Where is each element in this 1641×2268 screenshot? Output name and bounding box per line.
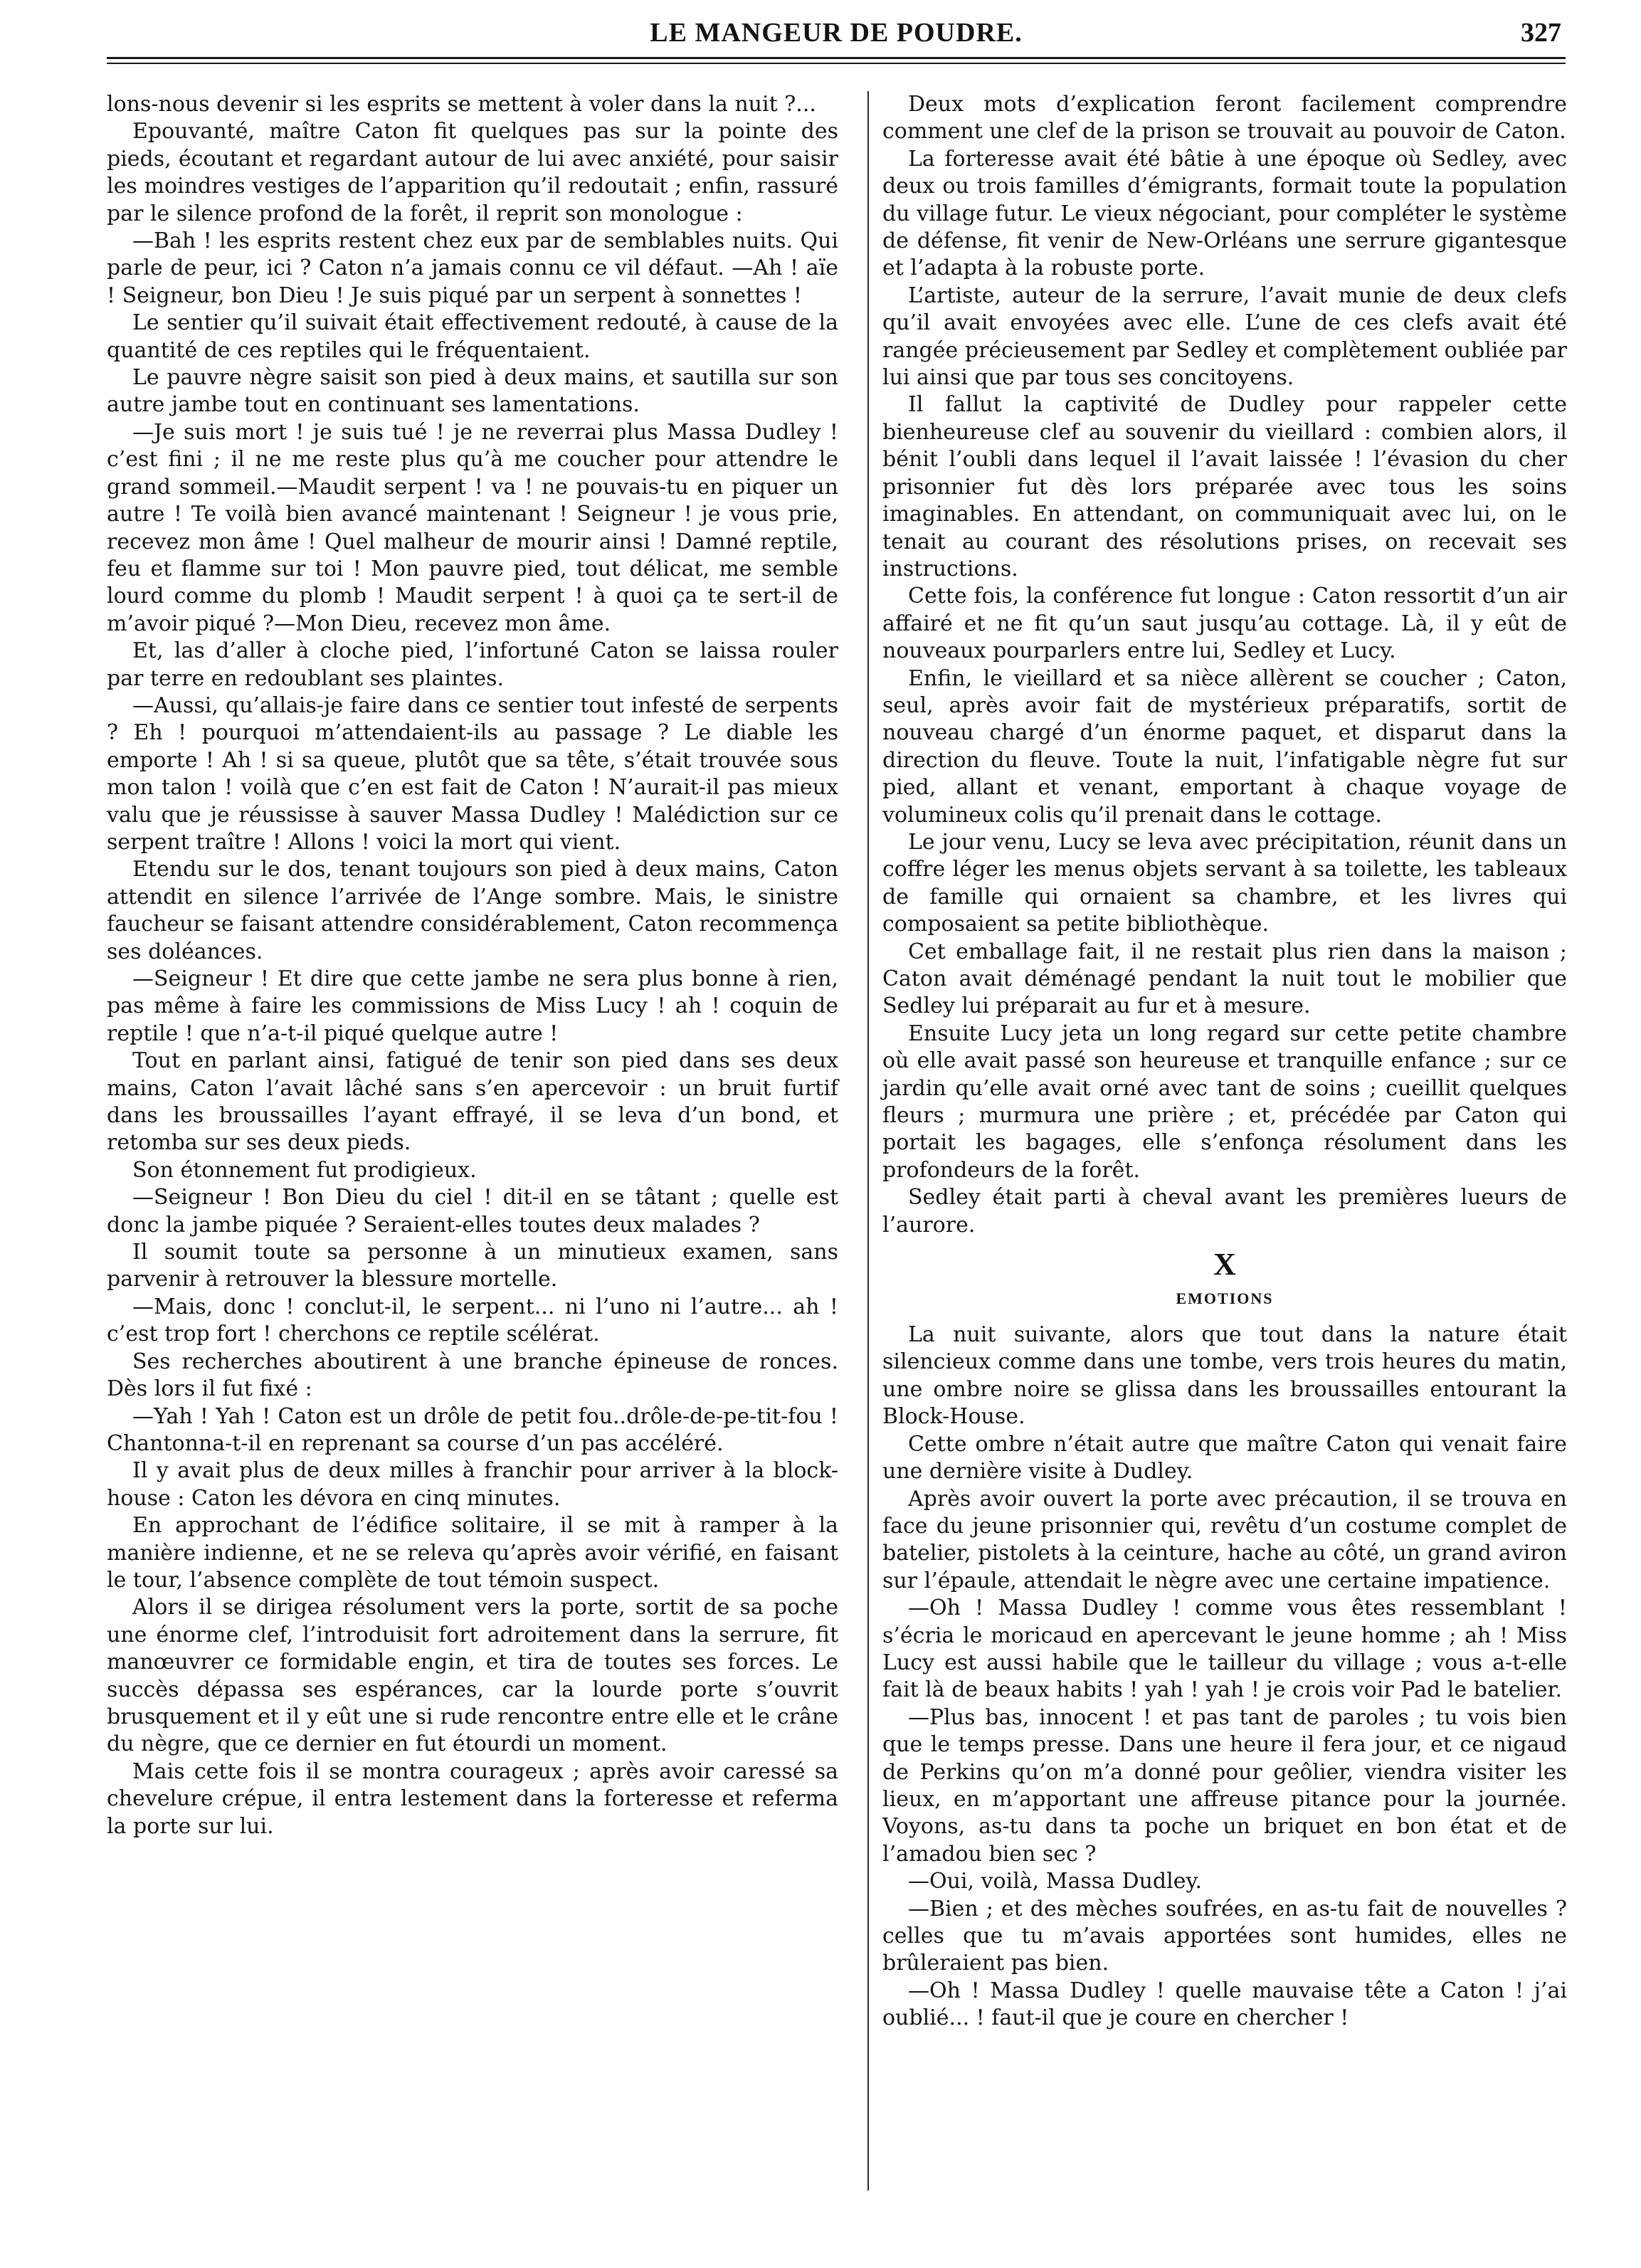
- paragraph: Le sentier qu’il suivait était effectivement redouté, à cause de la quantité de ces reptiles qui le fréquentaient.: [107, 310, 838, 363]
- paragraph: —Bah ! les esprits restent chez eux par de semblables nuits. Qui parle de peur, ici ? Caton n’a jamais connu ce vil défaut. —Ah ! aïe ! Seigneur, bon Dieu ! Je suis piqué par un serpent à sonnettes !: [107, 228, 838, 308]
- paragraph: Ensuite Lucy jeta un long regard sur cette petite chambre où elle avait passé son heureuse et tranquille enfance ; sur ce jardin qu’elle avait orné avec tant de soins ; cueillit quelques fleurs ; murmura une prière ; et, précédée par Caton qui portait les bagages, elle s’enfonça résolument dans les profondeurs de la forêt.: [882, 1020, 1567, 1183]
- paragraph: Etendu sur le dos, tenant toujours son pied à deux mains, Caton attendit en silence l’arrivée de l’Ange sombre. Mais, le sinistre faucheur se faisant attendre considérablement, Caton recommença ses doléances.: [107, 857, 838, 964]
- chapter-number: X: [1213, 1247, 1236, 1282]
- paragraph: Cette ombre n’était autre que maître Caton qui venait faire une dernière visite à Dudley.: [882, 1431, 1567, 1484]
- paragraph: —Oui, voilà, Massa Dudley.: [908, 1869, 1202, 1894]
- paragraph: Mais cette fois il se montra courageux ; après avoir caressé sa chevelure crépue, il entra lestement dans la forteresse et referma la porte sur lui.: [107, 1758, 838, 1839]
- paragraph: lons-nous devenir si les esprits se mettent à voler dans la nuit ?...: [107, 92, 816, 117]
- header-rule: [107, 57, 1566, 59]
- right-column: [882, 91, 1567, 2032]
- paragraph: Après avoir ouvert la porte avec précaution, il se trouva en face du jeune prisonnier qui, revêtu d’un costume complet de batelier, pistolets à la ceinture, hache au côté, un grand aviron sur l’épaule, attendait le nègre avec une certaine impatience.: [882, 1486, 1567, 1593]
- paragraph: Cet emballage fait, il ne restait plus rien dans la maison ; Caton avait déménagé pendant la nuit tout le mobilier que Sedley lui préparait au fur et à mesure.: [882, 939, 1567, 1019]
- paragraph: Epouvanté, maître Caton fit quelques pas sur la pointe des pieds, écoutant et regardant autour de lui avec anxiété, pour saisir les moindres vestiges de l’apparition qu’il redoutait ; enfin, rassuré par le silence profond de la forêt, il reprit son monologue :: [107, 119, 838, 226]
- paragraph: La nuit suivante, alors que tout dans la nature était silencieux comme dans une tombe, vers trois heures du matin, une ombre noire se glissa dans les broussailles entourant la Block-House.: [882, 1322, 1567, 1430]
- paragraph: Ses recherches aboutirent à une branche épineuse de ronces. Dès lors il fut fixé :: [107, 1349, 838, 1402]
- paragraph: —Seigneur ! Et dire que cette jambe ne sera plus bonne à rien, pas même à faire les commissions de Miss Lucy ! ah ! coquin de reptile ! que n’a-t-il piqué quelque autre !: [107, 966, 838, 1046]
- paragraph: Cette fois, la conférence fut longue : Caton ressortit d’un air affairé et ne fit qu’un saut jusqu’au cottage. Là, il y eût de nouveaux pourparlers entre lui, Sedley et Lucy.: [882, 584, 1567, 664]
- paragraph: —Plus bas, innocent ! et pas tant de paroles ; tu vois bien que le temps presse. Dans une heure il fera jour, et ce nigaud de Perkins qu’on m’a donné pour geôlier, viendra visiter les lieux, en m’apportant une affreuse pitance pour la journée. Voyons, as-tu dans ta poche un briquet en bon état et de l’amadou bien sec ?: [882, 1704, 1567, 1867]
- paragraph: —Yah ! Yah ! Caton est un drôle de petit fou..drôle-de-pe-tit-fou ! Chantonna-t-il en reprenant sa course d’un pas accéléré.: [107, 1403, 838, 1456]
- paragraph: Il fallut la captivité de Dudley pour rappeler cette bienheureuse clef au souvenir du vieillard : combien alors, il bénit l’oubli dans lequel il l’avait laissée ! l’évasion du cher prisonnier fut dès lors préparée avec tous les soins imaginables. En attendant, on communiquait avec lui, on le tenait au courant des résolutions prises, on recevait ses instructions.: [882, 392, 1567, 581]
- paragraph: —Oh ! Massa Dudley ! comme vous êtes ressemblant ! s’écria le moricaud en apercevant le jeune homme ; ah ! Miss Lucy est aussi habile que le tailleur du village ; vous a-t-elle fait là de beaux habits ! yah ! yah ! je crois voir Pad le batelier.: [882, 1595, 1567, 1703]
- paragraph: —Mais, donc ! conclut-il, le serpent... ni l’uno ni l’autre... ah ! c’est trop fort ! cherchons ce reptile scélérat.: [107, 1294, 838, 1347]
- paragraph: Deux mots d’explication feront facilement comprendre comment une clef de la prison se trouvait au pouvoir de Caton.: [882, 92, 1567, 144]
- paragraph: Sedley était parti à cheval avant les premières lueurs de l’aurore.: [882, 1185, 1567, 1238]
- column-divider: [867, 91, 869, 2190]
- paragraph: Enfin, le vieillard et sa nièce allèrent se coucher ; Caton, seul, après avoir fait de mystérieux préparatifs, sortit de nouveau chargé d’un énorme paquet, et disparut dans la direction du fleuve. Toute la nuit, l’infatigable nègre fut sur pied, allant et venant, emportant à chaque voyage de volumineux colis qu’il prenait dans le cottage.: [882, 665, 1567, 828]
- paragraph: Et, las d’aller à cloche pied, l’infortuné Caton se laissa rouler par terre en redoublant ses plaintes.: [107, 638, 838, 691]
- paragraph: —Bien ; et des mèches soufrées, en as-tu fait de nouvelles ? celles que tu m’avais apportées sont humides, elles ne brûleraient pas bien.: [882, 1896, 1567, 1976]
- paragraph: Le pauvre nègre saisit son pied à deux mains, et sautilla sur son autre jambe tout en continuant ses lamentations.: [107, 365, 838, 418]
- left-column: [107, 91, 838, 1840]
- paragraph: Son étonnement fut prodigieux.: [132, 1157, 477, 1183]
- paragraph: —Je suis mort ! je suis tué ! je ne reverrai plus Massa Dudley ! c’est fini ; il ne me reste plus qu’à me coucher pour attendre le grand sommeil.—Maudit serpent ! va ! ne pouvais-tu en piquer un autre ! Te voilà bien avancé maintenant ! Seigneur ! je vous prie, recevez mon âme ! Quel malheur de mourir ainsi ! Damné reptile, feu et flamme sur toi ! Mon pauvre pied, tout délicat, me semble lourd comme du plomb ! Maudit serpent ! à quoi ça te sert-il de m’avoir piqué ?—Mon Dieu, recevez mon âme.: [107, 419, 838, 636]
- paragraph: Alors il se dirigea résolument vers la porte, sortit de sa poche une énorme clef, l’introduisit fort adroitement dans la serrure, fit manœuvrer ce formidable engin, et tira de toutes ses forces. Le succès dépassa ses espérances, car la lourde porte s’ouvrit brusquement et il y eût une si rude rencontre entre elle et le crâne du nègre, que ce dernier en fut étourdi un moment.: [107, 1595, 838, 1757]
- paragraph: L’artiste, auteur de la serrure, l’avait munie de deux clefs qu’il avait envoyées avec elle. L’une de ces clefs avait été rangée précieusement par Sedley et complètement oubliée par lui ainsi que par tous ses concitoyens.: [882, 283, 1567, 391]
- page-header: [107, 17, 1566, 53]
- running-title: LE MANGEUR DE POUDRE.: [650, 18, 1023, 48]
- paragraph: Il y avait plus de deux milles à franchir pour arriver à la block-house : Caton les dévora en cinq minutes.: [107, 1458, 838, 1511]
- paragraph: —Seigneur ! Bon Dieu du ciel ! dit-il en se tâtant ; quelle est donc la jambe piquée ? Seraient-elles toutes deux malades ?: [107, 1185, 838, 1238]
- header-rule-thin: [107, 63, 1566, 64]
- paragraph: —Oh ! Massa Dudley ! quelle mauvaise tête a Caton ! j’ai oublié... ! faut-il que je coure en chercher !: [882, 1978, 1567, 2031]
- page-number: 327: [1521, 18, 1561, 48]
- paragraph: —Aussi, qu’allais-je faire dans ce sentier tout infesté de serpents ? Eh ! pourquoi m’attendaient-ils au passage ? Le diable les emporte ! Ah ! si sa queue, plutôt que sa tête, s’était trouvée sous mon talon ! voilà que c’en est fait de Caton ! N’aurait-il pas mieux valu que je réussisse à sauver Massa Dudley ! Malédiction sur ce serpent traître ! Allons ! voici la mort qui vient.: [107, 692, 838, 855]
- paragraph: Tout en parlant ainsi, fatigué de tenir son pied dans ses deux mains, Caton l’avait lâché sans s’en apercevoir : un bruit furtif dans les broussailles l’ayant effrayé, il se leva d’un bond, et retomba sur ses deux pieds.: [107, 1048, 838, 1156]
- chapter-title: EMOTIONS: [1176, 1289, 1274, 1308]
- paragraph: La forteresse avait été bâtie à une époque où Sedley, avec deux ou trois familles d’émigrants, formait toute la population du village futur. Le vieux négociant, pour compléter le système de défense, fit venir de New-Orléans une serrure gigantesque et l’adapta à la robuste porte.: [882, 146, 1567, 281]
- paragraph: En approchant de l’édifice solitaire, il se mit à ramper à la manière indienne, et ne se releva qu’après avoir vérifié, en faisant le tour, l’absence complète de tout témoin suspect.: [107, 1513, 838, 1593]
- paragraph: Il soumit toute sa personne à un minutieux examen, sans parvenir à retrouver la blessure mortelle.: [107, 1240, 838, 1292]
- paragraph: Le jour venu, Lucy se leva avec précipitation, réunit dans un coffre léger les menus objets servant à sa toilette, les tableaux de famille qui ornaient sa chambre, et les livres qui composaient sa petite bibliothèque.: [882, 829, 1567, 937]
